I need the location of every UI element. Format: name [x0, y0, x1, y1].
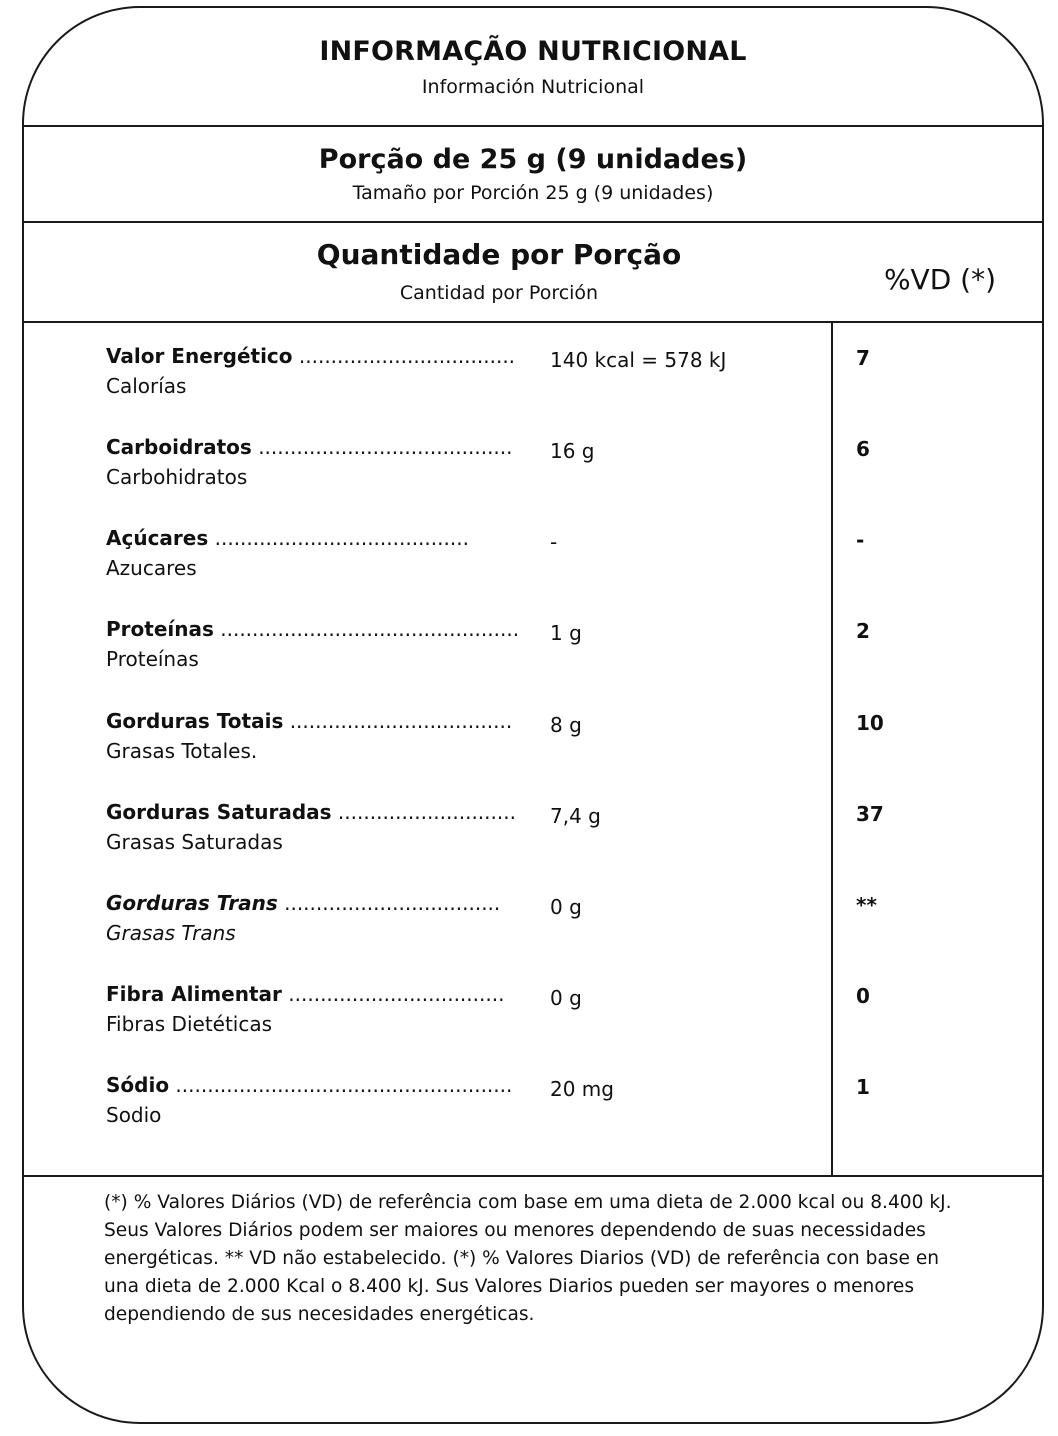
divider-header	[24, 125, 1042, 127]
nutrient-daily-value: 2	[856, 619, 870, 643]
divider-columns	[24, 321, 1042, 323]
nutrient-name: Sódio .....................................................	[106, 1073, 513, 1097]
nutrient-name: Valor Energético ..................................	[106, 344, 516, 368]
leader-dots: ..................................	[277, 891, 501, 915]
serving-size-title: Porção de 25 g (9 unidades)	[318, 144, 748, 175]
footnote-text: (*) % Valores Diários (VD) de referência com base em uma dieta de 2.000 kcal ou 8.400 kJ. Seus Valores Diários podem ser maiores ou menores dependendo de suas necessidades energéticas. ** VD não estabelecido. (*) % Valores Diarios (VD) de referência con base en una dieta de 2.000 Kcal o 8.400 kJ. Sus Valores Diarios pueden ser mayores o menores dependiendo de sus necesidades energéticas.	[104, 1192, 952, 1325]
nutrient-daily-value: -	[856, 528, 865, 552]
nutrient-amount: 20 mg	[550, 1077, 614, 1101]
nutrient-translation: Sodio	[106, 1103, 162, 1127]
nutrient-translation: Azucares	[106, 556, 197, 580]
nutrient-translation: Proteínas	[106, 647, 199, 671]
nutrient-row-sodium	[24, 1071, 1044, 1151]
leader-dots: ............................	[331, 800, 516, 824]
nutrient-amount: 8 g	[550, 713, 582, 737]
nutrient-name: Proteínas ...............................................	[106, 617, 520, 641]
label-subtitle: Información Nutricional	[421, 76, 645, 98]
nutrient-amount: 140 kcal = 578 kJ	[550, 348, 727, 372]
quantity-per-serving-title: Quantidade por Porção	[316, 238, 682, 271]
nutrient-row-trans-fat	[24, 889, 1044, 969]
nutrient-daily-value: 1	[856, 1075, 870, 1099]
divider-footnote	[24, 1175, 1042, 1177]
quantity-per-serving-subtitle: Cantidad por Porción	[399, 282, 599, 304]
daily-value-header: %VD (*)	[883, 263, 997, 296]
leader-dots: ...............................................	[213, 617, 520, 641]
leader-dots: ..................................	[281, 982, 505, 1006]
nutrient-row-fiber	[24, 980, 1044, 1060]
nutrient-name: Gorduras Totais ...................................	[106, 709, 513, 733]
nutrient-amount: 1 g	[550, 621, 582, 645]
nutrient-daily-value: 6	[856, 437, 870, 461]
nutrient-translation: Carbohidratos	[106, 465, 248, 489]
nutrient-row-energy	[24, 342, 1044, 422]
nutrient-amount: 16 g	[550, 439, 595, 463]
nutrient-daily-value: **	[856, 893, 877, 917]
serving-size-subtitle: Tamaño por Porción 25 g (9 unidades)	[352, 182, 714, 204]
leader-dots: ........................................	[251, 435, 513, 459]
leader-dots: ........................................	[208, 526, 469, 550]
leader-dots: ..................................	[292, 344, 516, 368]
nutrient-amount: 0 g	[550, 895, 582, 919]
nutrition-label	[22, 6, 1044, 1424]
nutrient-amount: 0 g	[550, 986, 582, 1010]
nutrient-name: Fibra Alimentar ..................................	[106, 982, 505, 1006]
nutrient-translation: Grasas Trans	[106, 921, 236, 945]
nutrient-translation: Grasas Totales.	[106, 739, 258, 763]
label-title: INFORMAÇÃO NUTRICIONAL	[319, 36, 747, 67]
nutrient-daily-value: 0	[856, 984, 870, 1008]
nutrient-translation: Grasas Saturadas	[106, 830, 283, 854]
nutrient-translation: Calorías	[106, 374, 187, 398]
nutrient-daily-value: 7	[856, 346, 870, 370]
nutrient-row-carbohydrates	[24, 433, 1044, 513]
nutrient-name: Carboidratos ........................................	[106, 435, 513, 459]
leader-dots: .....................................................	[169, 1073, 513, 1097]
nutrient-amount: -	[550, 530, 558, 554]
nutrient-name: Gorduras Trans ..................................	[106, 891, 501, 915]
nutrient-amount: 7,4 g	[550, 804, 601, 828]
divider-serving	[24, 221, 1042, 223]
nutrient-daily-value: 10	[856, 711, 884, 735]
nutrient-row-total-fat	[24, 707, 1044, 787]
leader-dots: ...................................	[283, 709, 513, 733]
nutrient-row-sugars	[24, 524, 1044, 604]
nutrient-row-saturated-fat	[24, 798, 1044, 878]
nutrient-name: Açúcares ........................................	[106, 526, 469, 550]
nutrient-translation: Fibras Dietéticas	[106, 1012, 273, 1036]
nutrient-daily-value: 37	[856, 802, 884, 826]
nutrient-name: Gorduras Saturadas ............................	[106, 800, 516, 824]
nutrient-row-proteins	[24, 615, 1044, 695]
